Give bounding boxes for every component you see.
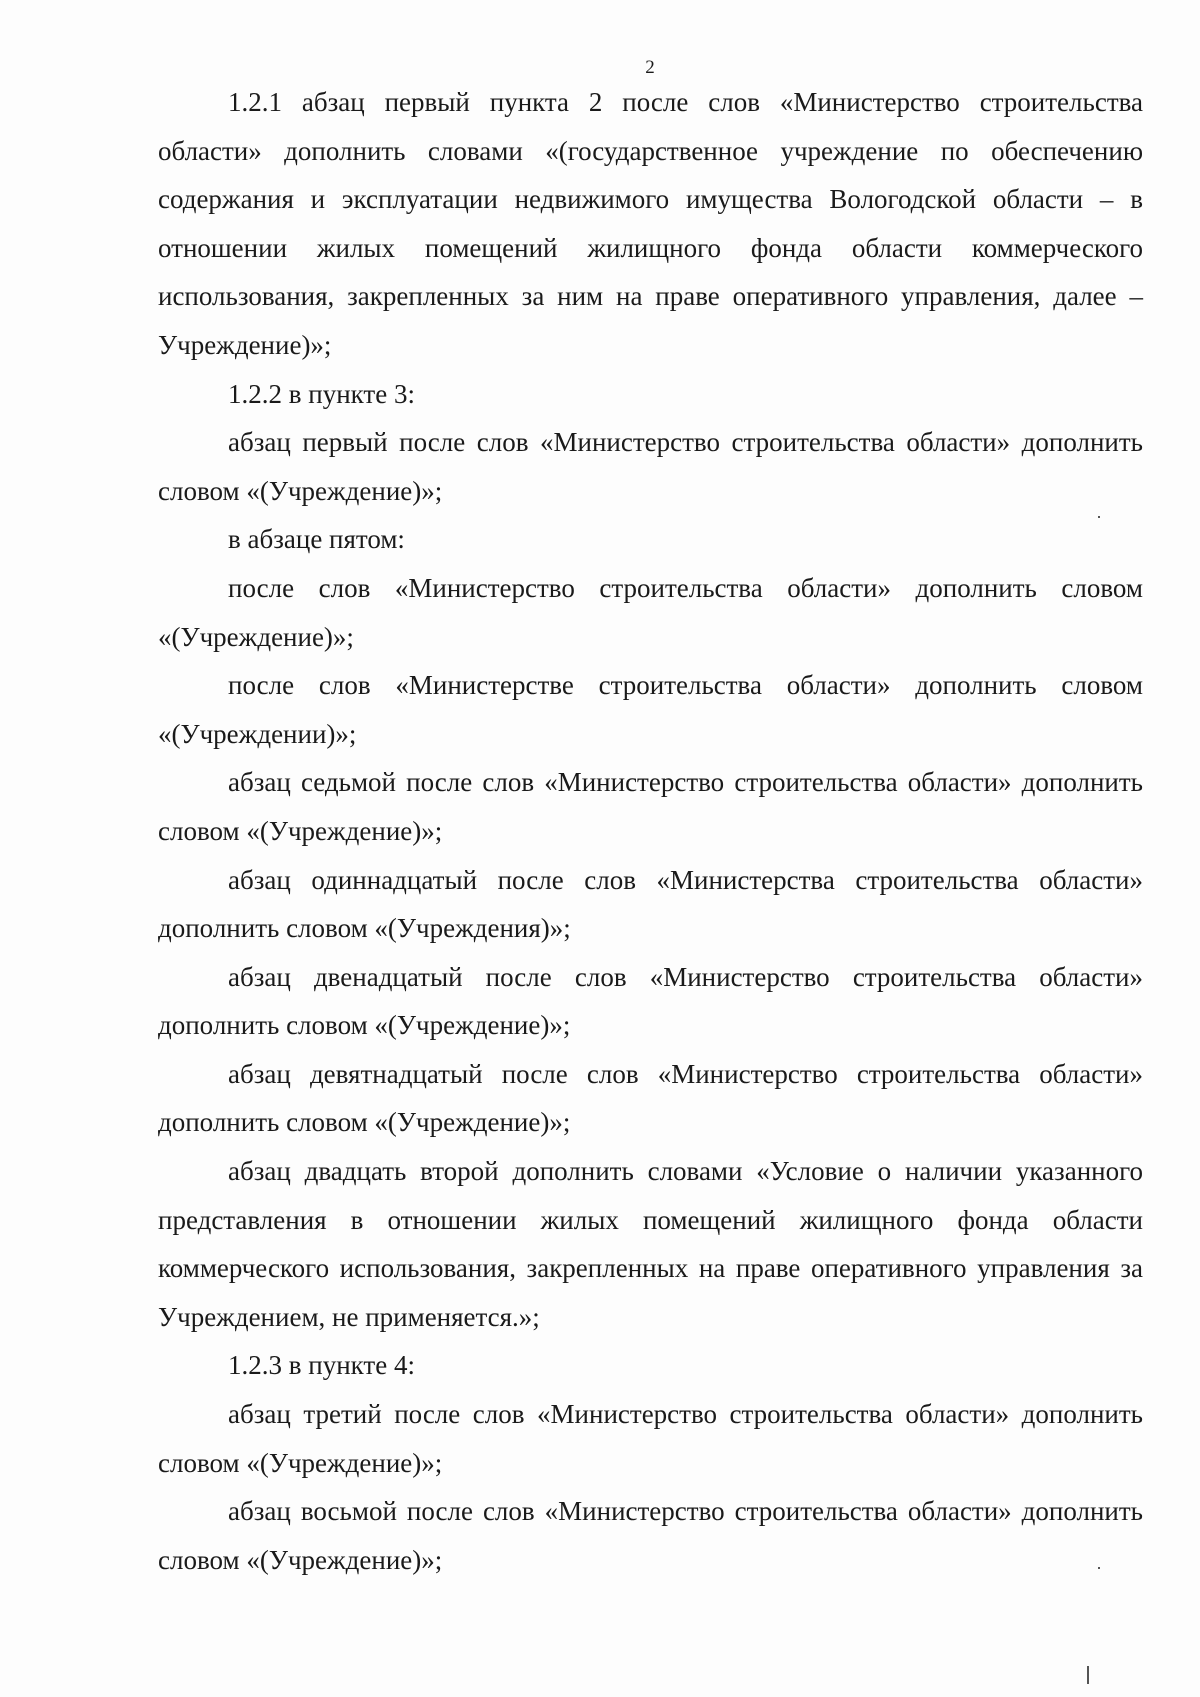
paragraph-seventh-abzac: абзац седьмой после слов «Министерство строительства области» дополнить словом «(Учреждение)»; bbox=[158, 767, 1143, 846]
scan-artifact-dot bbox=[1098, 516, 1100, 518]
document-body bbox=[158, 78, 1143, 1584]
paragraph-fifth-abzac-item-2: после слов «Министерстве строительства области» дополнить словом «(Учреждении)»; bbox=[158, 670, 1143, 749]
paragraph-fifth-abzac-heading: в абзаце пятом: bbox=[228, 524, 405, 555]
paragraph-third-abzac: абзац третий после слов «Министерство строительства области» дополнить словом «(Учреждение)»; bbox=[158, 1399, 1143, 1478]
paragraph-twenty-second-abzac: абзац двадцать второй дополнить словами «Условие о наличии указанного представления в отношении жилых помещений жилищного фонда области коммерческого использования, закрепленных на праве оперативного управления за Учреждением, не применяется.»; bbox=[158, 1156, 1143, 1332]
paragraph-eleventh-abzac: абзац одиннадцатый после слов «Министерства строительства области» дополнить словом «(Учреждения)»; bbox=[158, 864, 1143, 944]
paragraph-nineteenth-abzac: абзац девятнадцатый после слов «Министерство строительства области» дополнить словом «(Учреждение)»; bbox=[158, 1058, 1143, 1138]
paragraph-fifth-abzac-item-1: после слов «Министерство строительства области» дополнить словом «(Учреждение)»; bbox=[158, 572, 1143, 652]
paragraph-1-2-3-heading: 1.2.3 в пункте 4: bbox=[228, 1350, 415, 1381]
paragraph-first-abzac: абзац первый после слов «Министерство строительства области» дополнить словом «(Учреждение)»; bbox=[158, 427, 1143, 506]
paragraph-twelfth-abzac: абзац двенадцатый после слов «Министерство строительства области» дополнить словом «(Учреждение)»; bbox=[158, 961, 1143, 1041]
scan-artifact-dot bbox=[1098, 1567, 1100, 1569]
scan-artifact-mark bbox=[1087, 1666, 1089, 1684]
page-number: 2 bbox=[645, 57, 655, 78]
paragraph-eighth-abzac: абзац восьмой после слов «Министерство строительства области» дополнить словом «(Учреждение)»; bbox=[158, 1496, 1143, 1575]
paragraph-1-2-1: 1.2.1 абзац первый пункта 2 после слов «Министерство строительства области» дополнить словами «(государственное учреждение по обеспечению содержания и эксплуатации недвижимого имущества Вологодской области – в отношении жилых помещений жилищного фонда области коммерческого использования, закрепленных за ним на праве оперативного управления, далее – Учреждение)»; bbox=[158, 87, 1143, 360]
paragraph-1-2-2-heading: 1.2.2 в пункте 3: bbox=[228, 378, 415, 409]
